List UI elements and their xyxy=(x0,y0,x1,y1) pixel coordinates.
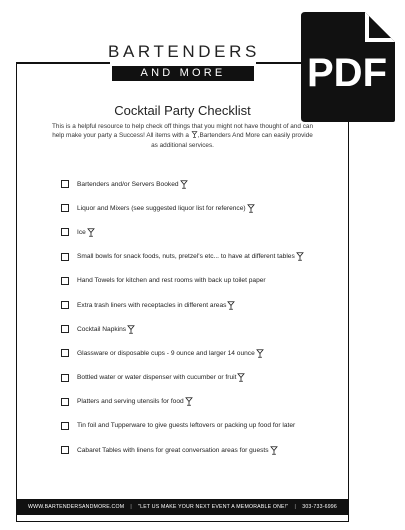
checklist-item-label: Liquor and Mixers (see suggested liquor list for reference) xyxy=(77,204,246,212)
checkbox[interactable] xyxy=(61,204,69,212)
intro-text: This is a helpful resource to help check off things that you might not have thought of and can help make your party a Success! All items with a xyxy=(52,123,313,140)
brand-logo-name: BARTENDERS xyxy=(108,42,260,61)
checkbox[interactable] xyxy=(61,398,69,406)
martini-glass-icon xyxy=(270,446,278,455)
checklist-item xyxy=(61,414,346,438)
footer-slogan: "LET US MAKE YOUR NEXT EVENT A MEMORABLE ONE!" xyxy=(138,504,289,510)
checklist-item-label: Ice xyxy=(77,228,86,236)
martini-glass-icon xyxy=(191,131,198,138)
checklist-item-label: Hand Towels for kitchen and rest rooms with back up toilet paper xyxy=(77,277,266,285)
document-border-top xyxy=(16,62,110,64)
checklist-item xyxy=(61,220,346,244)
checklist-item xyxy=(61,438,346,462)
checklist-item-label: Bartenders and/or Servers Booked xyxy=(77,180,179,188)
brand-logo-tagline: AND MORE xyxy=(112,66,254,81)
checklist-item-label: Tin foil and Tupperware to give guests leftovers or packing up food for later xyxy=(77,422,296,430)
martini-glass-icon xyxy=(185,397,193,406)
checklist-item xyxy=(61,390,346,414)
checkbox[interactable] xyxy=(61,180,69,188)
checklist-item xyxy=(61,341,346,365)
checkbox[interactable] xyxy=(61,374,69,382)
checklist-item xyxy=(61,269,346,293)
martini-glass-icon xyxy=(296,252,304,261)
footer-separator: | xyxy=(294,504,297,510)
footer-bar xyxy=(16,499,349,515)
checkbox[interactable] xyxy=(61,301,69,309)
checklist-item-label: Extra trash liners with receptacles in different areas xyxy=(77,301,227,309)
martini-glass-icon xyxy=(127,325,135,334)
checkbox[interactable] xyxy=(61,349,69,357)
intro-text-continued: ,Bartenders And More can easily provide as additional services. xyxy=(151,132,313,149)
martini-glass-icon xyxy=(87,228,95,237)
martini-glass-icon xyxy=(247,204,255,213)
checkbox[interactable] xyxy=(61,228,69,236)
martini-glass-icon xyxy=(237,373,245,382)
checklist-item-label: Cabaret Tables with linens for great conversation areas for guests xyxy=(77,446,269,454)
checklist-item-label: Small bowls for snack foods, nuts, pretzel's etc... to have at different tables xyxy=(77,253,295,261)
intro-paragraph xyxy=(52,122,313,150)
checklist xyxy=(61,172,346,462)
checkbox[interactable] xyxy=(61,422,69,430)
footer-website-link[interactable]: WWW.BARTENDERSANDMORE.COM xyxy=(28,504,125,510)
checkbox[interactable] xyxy=(61,277,69,285)
checklist-item-label: Glassware or disposable cups - 9 ounce and larger 14 ounce xyxy=(77,349,255,357)
checklist-item-label: Platters and serving utensils for food xyxy=(77,398,184,406)
martini-glass-icon xyxy=(256,349,264,358)
page-title: Cocktail Party Checklist xyxy=(114,103,251,118)
checkbox[interactable] xyxy=(61,446,69,454)
checklist-item xyxy=(61,245,346,269)
checklist-item-label: Bottled water or water dispenser with cucumber or fruit xyxy=(77,374,237,382)
footer-phone: 303-733-6996 xyxy=(302,504,337,510)
checklist-item xyxy=(61,366,346,390)
checklist-item-label: Cocktail Napkins xyxy=(77,325,127,333)
pdf-badge-label: PDF xyxy=(307,51,387,95)
checklist-item xyxy=(61,317,346,341)
checkbox[interactable] xyxy=(61,325,69,333)
martini-glass-icon xyxy=(180,180,188,189)
footer-separator: | xyxy=(130,504,132,510)
checklist-item xyxy=(61,293,346,317)
checklist-item xyxy=(61,196,346,220)
checkbox[interactable] xyxy=(61,253,69,261)
martini-glass-icon xyxy=(227,301,235,310)
checklist-item xyxy=(61,172,346,196)
